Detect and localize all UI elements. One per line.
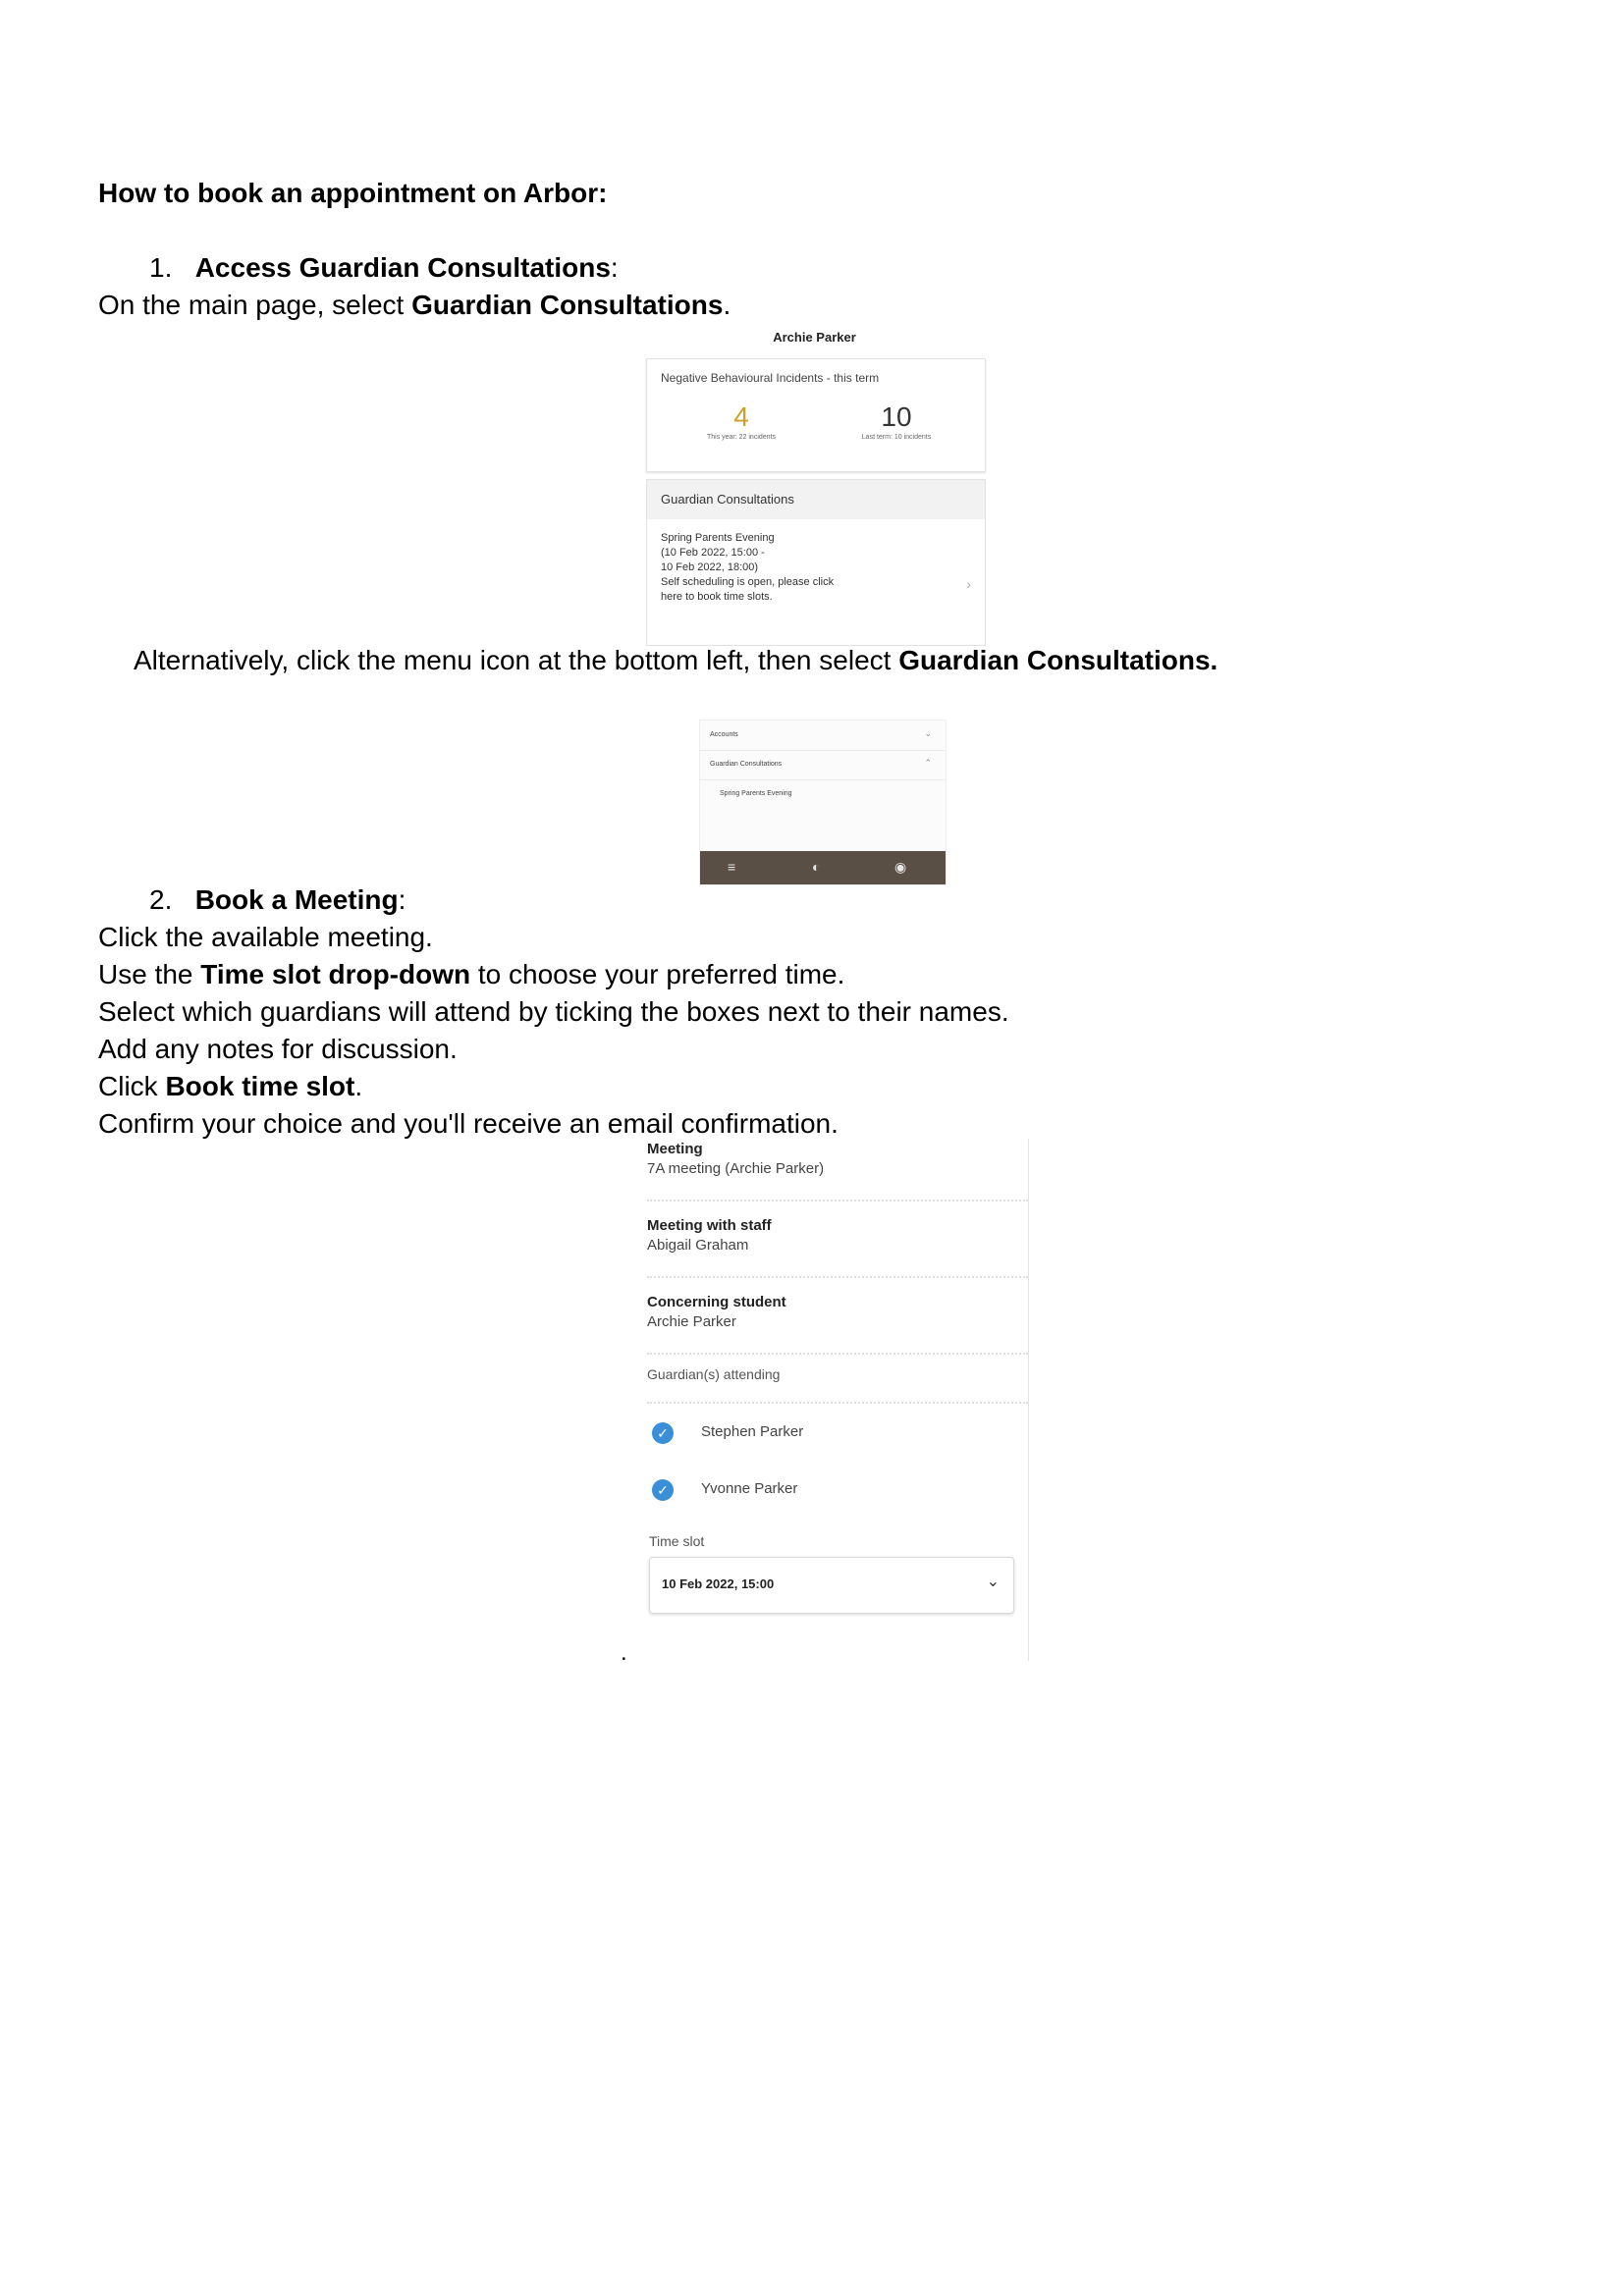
chevron-down-icon[interactable]: ⌄ xyxy=(986,1574,1000,1590)
step-1-instruction-text: On the main page, select xyxy=(98,290,412,320)
last-term-stat xyxy=(828,402,965,441)
consult-line: 10 Feb 2022, 18:00) xyxy=(661,561,759,573)
arbor-logo-icon[interactable]: ◐ xyxy=(812,859,821,875)
chevron-up-icon: ⌃ xyxy=(924,758,932,768)
this-term-stat xyxy=(673,402,810,441)
divider xyxy=(647,1353,1028,1355)
step-2-colon: : xyxy=(398,884,406,915)
step-2-line-5-text: Click xyxy=(98,1071,166,1101)
incidents-card xyxy=(646,358,986,472)
bottom-nav-bar xyxy=(700,851,946,884)
stat-caption: Last term: 10 incidents xyxy=(861,434,932,441)
profile-icon[interactable]: ◉ xyxy=(894,859,907,875)
step-2-line-5-suffix: . xyxy=(354,1071,363,1101)
consult-line: (10 Feb 2022, 15:00 - xyxy=(661,547,765,559)
step-1-colon: : xyxy=(610,252,619,283)
guardians-label: Guardian(s) attending xyxy=(647,1366,781,1382)
menu-item-label: Guardian Consultations xyxy=(710,761,783,768)
time-slot-label: Time slot xyxy=(649,1533,705,1549)
menu-item-label: Accounts xyxy=(710,731,738,738)
step-2-number: 2. xyxy=(149,884,173,915)
step-2-line-5 xyxy=(98,1068,362,1105)
divider xyxy=(647,1200,1028,1201)
step-2-line-2 xyxy=(98,956,844,993)
step-2-line-1: Click the available meeting. xyxy=(98,922,433,952)
trailing-mark: . xyxy=(621,1639,627,1666)
step-2-heading xyxy=(149,881,406,919)
consultations-details[interactable] xyxy=(661,531,834,605)
stat-value: 4 xyxy=(733,401,749,432)
checkbox-checked-icon[interactable]: ✓ xyxy=(652,1422,674,1444)
consult-line: here to book time slots. xyxy=(661,591,773,603)
consultations-header xyxy=(647,480,985,519)
time-slot-value: 10 Feb 2022, 15:00 xyxy=(662,1576,775,1591)
step-1-heading xyxy=(149,249,619,287)
document-heading: How to book an appointment on Arbor: xyxy=(98,178,608,208)
incidents-title: Negative Behavioural Incidents - this term xyxy=(661,371,880,385)
step-1-number: 1. xyxy=(149,252,173,283)
step-2-line-3: Select which guardians will attend by ticking the boxes next to their names. xyxy=(98,996,1009,1027)
meeting-value: 7A meeting (Archie Parker) xyxy=(647,1160,825,1177)
step-2-line-2-text: Use the xyxy=(98,959,201,989)
chevron-right-icon[interactable]: › xyxy=(966,576,971,592)
step-2-line-4: Add any notes for discussion. xyxy=(98,1034,458,1064)
checkbox-checked-icon[interactable]: ✓ xyxy=(652,1479,674,1501)
guardian-checkbox-row[interactable] xyxy=(652,1477,947,1503)
stat-caption: This year: 22 incidents xyxy=(706,434,777,441)
stat-value: 10 xyxy=(881,401,912,432)
step-2-line-2-suffix: to choose your preferred time. xyxy=(470,959,845,989)
student-value: Archie Parker xyxy=(647,1313,736,1330)
step-2-line-5-bold: Book time slot xyxy=(165,1071,355,1101)
staff-value: Abigail Graham xyxy=(647,1237,749,1254)
consult-line: Spring Parents Evening xyxy=(661,532,775,544)
step-1-instruction xyxy=(98,287,731,324)
step-1-instruction-bold: Guardian Consultations xyxy=(411,290,724,320)
step-2-title: Book a Meeting xyxy=(194,884,399,915)
mobile-menu-screenshot xyxy=(699,720,947,885)
divider xyxy=(647,1402,1028,1404)
guardian-checkbox-row[interactable] xyxy=(652,1420,947,1446)
student-field xyxy=(647,1294,1020,1330)
guardian-consultations-card[interactable] xyxy=(646,479,986,646)
step-1-instruction-suffix: . xyxy=(723,290,731,320)
booking-form-screenshot xyxy=(639,1139,1029,1661)
staff-label: Meeting with staff xyxy=(647,1217,772,1234)
chevron-down-icon: ⌄ xyxy=(924,728,932,738)
alternative-instruction-bold: Guardian Consultations. xyxy=(898,645,1218,675)
student-label: Concerning student xyxy=(647,1294,786,1310)
menu-item-guardian-consultations[interactable] xyxy=(700,750,946,780)
menu-subitem-spring-parents-evening[interactable] xyxy=(700,779,946,809)
guardian-name: Yvonne Parker xyxy=(701,1480,798,1497)
step-1-title: Access Guardian Consultations xyxy=(194,252,611,283)
consultations-title: Guardian Consultations xyxy=(661,492,794,507)
time-slot-dropdown[interactable] xyxy=(649,1557,1014,1614)
staff-field xyxy=(647,1217,1020,1254)
alternative-instruction xyxy=(134,642,1218,679)
student-name: Archie Parker xyxy=(773,330,856,345)
dashboard-screenshot xyxy=(640,324,989,646)
menu-icon[interactable]: ≡ xyxy=(728,859,736,875)
step-2-line-6: Confirm your choice and you'll receive an email confirmation. xyxy=(98,1108,839,1139)
guardian-name: Stephen Parker xyxy=(701,1423,804,1440)
step-2-line-2-bold: Time slot drop-down xyxy=(200,959,471,989)
divider xyxy=(647,1276,1028,1278)
menu-item-accounts[interactable] xyxy=(700,721,946,751)
alternative-instruction-text: Alternatively, click the menu icon at the bottom left, then select xyxy=(134,645,899,675)
meeting-label: Meeting xyxy=(647,1141,703,1157)
consult-line: Self scheduling is open, please click xyxy=(661,576,835,588)
menu-subitem-label: Spring Parents Evening xyxy=(720,790,792,797)
meeting-field xyxy=(647,1141,1020,1177)
